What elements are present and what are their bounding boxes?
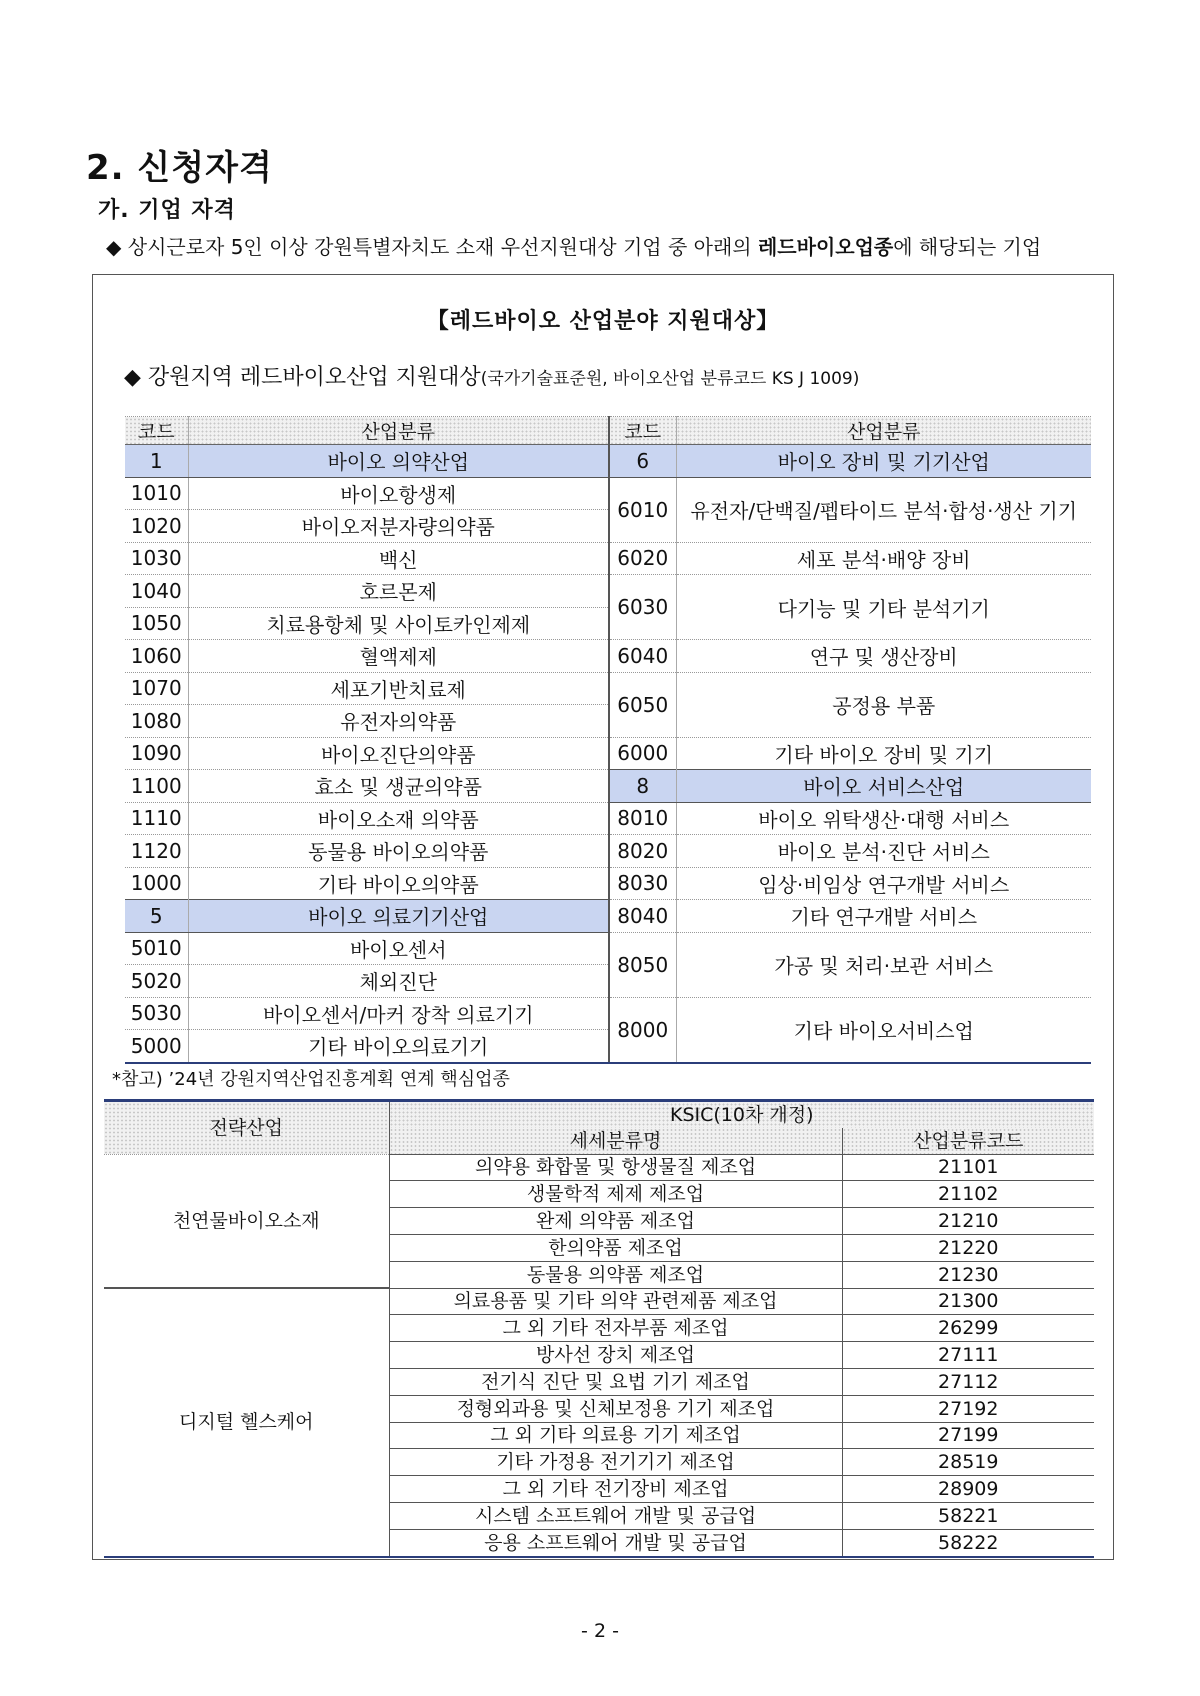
detail-name-cell: 의약용 화합물 및 항생물질 제조업 [389, 1154, 842, 1181]
bio-industry-table [125, 416, 1091, 1064]
table-row [125, 997, 1091, 1030]
industry-code-cell: 21220 [842, 1234, 1094, 1261]
left-classification-cell: 바이오저분자량의약품 [188, 510, 609, 543]
header-code: 코드 [609, 417, 676, 445]
left-code-cell: 1000 [125, 867, 188, 900]
table-row [125, 575, 1091, 608]
industry-code-cell: 27112 [842, 1368, 1094, 1395]
industry-code-cell: 21300 [842, 1288, 1094, 1315]
left-classification-cell: 바이오 의료기기산업 [188, 900, 609, 933]
support-target-source: (국가기술표준원, 바이오산업 분류코드 KS J 1009) [480, 369, 860, 389]
right-classification-cell: 바이오 서비스산업 [676, 770, 1091, 803]
table-row [125, 542, 1091, 575]
left-classification-cell: 바이오 의약산업 [188, 445, 609, 478]
left-classification-cell: 바이오항생제 [188, 477, 609, 510]
left-code-cell: 1060 [125, 640, 188, 673]
industry-code-cell: 27111 [842, 1342, 1094, 1369]
reference-note: *참고) ’24년 강원지역산업진흥계획 연계 핵심업종 [112, 1069, 510, 1090]
industry-code-cell: 26299 [842, 1315, 1094, 1342]
eligibility-text-before: 상시근로자 5인 이상 강원특별자치도 소재 우선지원대상 기업 중 아래의 [127, 235, 758, 259]
right-code-cell: 6020 [609, 542, 676, 575]
detail-name-cell: 그 외 기타 전기장비 제조업 [389, 1476, 842, 1503]
right-code-cell: 8 [609, 770, 676, 803]
table-row [125, 672, 1091, 705]
section-title: 2. 신청자격 [86, 148, 273, 188]
left-classification-cell: 체외진단 [188, 965, 609, 998]
strategy-cell: 디지털 헬스케어 [104, 1288, 389, 1556]
left-code-cell: 1040 [125, 575, 188, 608]
right-code-cell: 8000 [609, 997, 676, 1063]
left-classification-cell: 기타 바이오의료기기 [188, 1030, 609, 1063]
right-classification-cell: 바이오 위탁생산·대행 서비스 [676, 802, 1091, 835]
left-code-cell: 1070 [125, 672, 188, 705]
right-code-cell: 6040 [609, 640, 676, 673]
left-code-cell: 1020 [125, 510, 188, 543]
left-classification-cell: 치료용항체 및 사이토카인제제 [188, 607, 609, 640]
industry-code-cell: 21230 [842, 1261, 1094, 1288]
left-code-cell: 1120 [125, 835, 188, 868]
left-classification-cell: 동물용 바이오의약품 [188, 835, 609, 868]
detail-name-cell: 한의약품 제조업 [389, 1234, 842, 1261]
page-number: - 2 - [581, 1620, 619, 1642]
detail-name-cell: 전기식 진단 및 요법 기기 제조업 [389, 1368, 842, 1395]
left-code-cell: 5010 [125, 932, 188, 965]
right-code-cell: 8050 [609, 932, 676, 997]
left-classification-cell: 유전자의약품 [188, 705, 609, 738]
left-code-cell: 1 [125, 445, 188, 478]
detail-name-cell: 기타 가정용 전기기기 제조업 [389, 1449, 842, 1476]
right-classification-cell: 기타 바이오 장비 및 기기 [676, 737, 1091, 770]
right-classification-cell: 유전자/단백질/펩타이드 분석·합성·생산 기기 [676, 477, 1091, 542]
header-detail-name: 세세분류명 [389, 1128, 842, 1154]
right-classification-cell: 기타 연구개발 서비스 [676, 900, 1091, 933]
header-industry-code: 산업분류코드 [842, 1128, 1094, 1154]
right-classification-cell: 공정용 부품 [676, 672, 1091, 737]
left-classification-cell: 효소 및 생균의약품 [188, 770, 609, 803]
right-classification-cell: 바이오 장비 및 기기산업 [676, 445, 1091, 478]
eligibility-emphasis: 레드바이오업종 [757, 235, 894, 259]
right-code-cell: 6030 [609, 575, 676, 640]
industry-code-cell: 27199 [842, 1422, 1094, 1449]
ksic-table [104, 1099, 1094, 1558]
table-row [125, 477, 1091, 510]
left-classification-cell: 바이오센서/마커 장착 의료기기 [188, 997, 609, 1030]
left-code-cell: 5 [125, 900, 188, 933]
left-classification-cell: 바이오진단의약품 [188, 737, 609, 770]
industry-code-cell: 21210 [842, 1208, 1094, 1235]
detail-name-cell: 그 외 기타 전자부품 제조업 [389, 1315, 842, 1342]
left-code-cell: 1100 [125, 770, 188, 803]
strategy-cell: 천연물바이오소재 [104, 1154, 389, 1288]
diamond-bullet-icon: ◆ [124, 365, 141, 390]
left-classification-cell: 혈액제제 [188, 640, 609, 673]
sub-title: 가. 기업 자격 [98, 198, 236, 223]
left-classification-cell: 바이오센서 [188, 932, 609, 965]
detail-name-cell: 정형외과용 및 신체보정용 기기 제조업 [389, 1395, 842, 1422]
right-code-cell: 6000 [609, 737, 676, 770]
right-code-cell: 6 [609, 445, 676, 478]
detail-name-cell: 의료용품 및 기타 의약 관련제품 제조업 [389, 1288, 842, 1315]
diamond-bullet-icon: ◆ [106, 235, 122, 259]
right-code-cell: 6010 [609, 477, 676, 542]
detail-name-cell: 시스템 소프트웨어 개발 및 공급업 [389, 1502, 842, 1529]
header-classification: 산업분류 [188, 417, 609, 445]
left-code-cell: 1030 [125, 542, 188, 575]
left-code-cell: 1010 [125, 477, 188, 510]
left-code-cell: 1090 [125, 737, 188, 770]
left-classification-cell: 기타 바이오의약품 [188, 867, 609, 900]
eligibility-text-after: 에 해당되는 기업 [893, 235, 1042, 259]
right-classification-cell: 바이오 분석·진단 서비스 [676, 835, 1091, 868]
industry-code-cell: 28909 [842, 1476, 1094, 1503]
left-code-cell: 1080 [125, 705, 188, 738]
industry-code-cell: 58222 [842, 1529, 1094, 1556]
left-classification-cell: 세포기반치료제 [188, 672, 609, 705]
detail-name-cell: 동물용 의약품 제조업 [389, 1261, 842, 1288]
detail-name-cell: 그 외 기타 의료용 기기 제조업 [389, 1422, 842, 1449]
industry-code-cell: 27192 [842, 1395, 1094, 1422]
right-classification-cell: 가공 및 처리·보관 서비스 [676, 932, 1091, 997]
industry-code-cell: 21102 [842, 1181, 1094, 1208]
detail-name-cell: 생물학적 제제 제조업 [389, 1181, 842, 1208]
detail-name-cell: 응용 소프트웨어 개발 및 공급업 [389, 1529, 842, 1556]
left-classification-cell: 백신 [188, 542, 609, 575]
box-title: 【레드바이오 산업분야 지원대상】 [426, 309, 780, 334]
table-row [125, 802, 1091, 835]
table-row [125, 640, 1091, 673]
table-row [125, 835, 1091, 868]
table-row [125, 932, 1091, 965]
detail-name-cell: 완제 의약품 제조업 [389, 1208, 842, 1235]
header-strategy: 전략산업 [104, 1101, 389, 1155]
table-row [125, 445, 1091, 478]
right-classification-cell: 기타 바이오서비스업 [676, 997, 1091, 1063]
left-code-cell: 5000 [125, 1030, 188, 1063]
eligibility-statement [106, 231, 1041, 260]
left-classification-cell: 바이오소재 의약품 [188, 802, 609, 835]
table-row [104, 1288, 1094, 1315]
left-code-cell: 1050 [125, 607, 188, 640]
right-code-cell: 8020 [609, 835, 676, 868]
table-row [125, 867, 1091, 900]
table-header-row [125, 417, 1091, 445]
right-classification-cell: 세포 분석·배양 장비 [676, 542, 1091, 575]
right-code-cell: 8030 [609, 867, 676, 900]
right-classification-cell: 연구 및 생산장비 [676, 640, 1091, 673]
header-code: 코드 [125, 417, 188, 445]
left-code-cell: 5020 [125, 965, 188, 998]
table-row [125, 770, 1091, 803]
ksic-header-row [104, 1101, 1094, 1128]
right-classification-cell: 임상·비임상 연구개발 서비스 [676, 867, 1091, 900]
right-code-cell: 8010 [609, 802, 676, 835]
detail-name-cell: 방사선 장치 제조업 [389, 1342, 842, 1369]
left-code-cell: 5030 [125, 997, 188, 1030]
industry-code-cell: 58221 [842, 1502, 1094, 1529]
table-row [104, 1154, 1094, 1181]
header-classification: 산업분류 [676, 417, 1091, 445]
right-code-cell: 8040 [609, 900, 676, 933]
industry-code-cell: 28519 [842, 1449, 1094, 1476]
left-classification-cell: 호르몬제 [188, 575, 609, 608]
left-code-cell: 1110 [125, 802, 188, 835]
table-row [125, 900, 1091, 933]
support-target-line [124, 360, 859, 391]
industry-code-cell: 21101 [842, 1154, 1094, 1181]
header-ksic: KSIC(10차 개정) [389, 1101, 1094, 1128]
table-row [125, 737, 1091, 770]
right-classification-cell: 다기능 및 기타 분석기기 [676, 575, 1091, 640]
support-target-main: 강원지역 레드바이오산업 지원대상 [147, 365, 481, 390]
right-code-cell: 6050 [609, 672, 676, 737]
